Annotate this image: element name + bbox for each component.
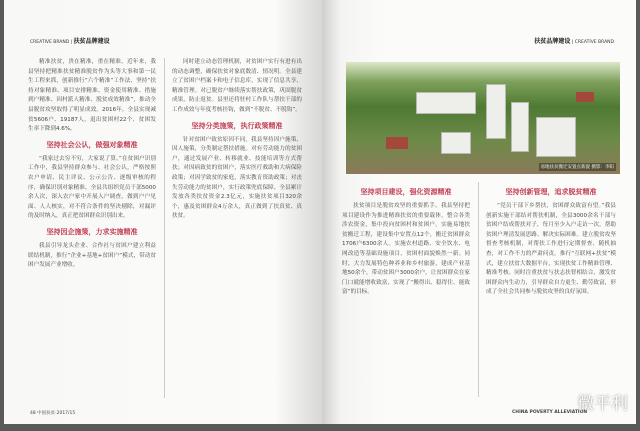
column-divider — [164, 58, 165, 398]
photo-caption: 易地扶贫搬迁安置点新貌 摄影：李阳 — [540, 165, 614, 170]
page-footer: CHINA POVERTY ALLEVIATION — [512, 410, 588, 415]
paragraph: 精准扶贫，贵在精准，重在精准。近年来，我县坚持把精准扶贫精准脱贫作为头等大事和第一民生工程来抓，创新推行“六个精准”工作法，坚持“扶持对象精准、项目安排精准、资金使用精准、措施到户精准、因村派人精准、脱贫成效精准”，推动全县脱贫攻坚取得了明显成效。2016年，全县实现减贫5606户、19187人，退出贫困村22个，贫困发生率下降到4.6%。 — [28, 59, 156, 133]
page-footer: 48 中国扶贫·2017/15 — [30, 411, 76, 416]
header-en: CREATIVE BRAND — [30, 40, 70, 45]
paragraph: 针对贫困户致贫原因不同，我县坚持因户施策、因人施策，分类制定帮扶措施。对有劳动能力的贫困户，通过发展产业、转移就业、技能培训等方式帮扶；对因病致贫的贫困户，落实医疗救助和大病保险政策；对因学致贫的家庭，落实教育资助政策；对丧失劳动能力的贫困户，实行政策兜底保障。全县累计发放各类扶贫资金2.3亿元，实施扶贫项目320余个，惠及贫困群众4万余人，真正做到了扶真贫、真扶贫。 — [172, 136, 302, 220]
column-1 — [342, 182, 470, 402]
paragraph: 同时建立动态管理机制，对贫困户实行有进有出的动态调整，确保扶贫对象底数清、情况明。全县建立了贫困户档案卡和电子信息库，实现了信息共享、精准管理。对已脱贫户继续落实帮扶政策，巩固脱贫成果，防止返贫。县里还将驻村工作队与帮扶干部的工作成效与年度考核挂钩，做到“不脱贫、不脱钩”。 — [172, 59, 302, 113]
header-separator: | — [70, 40, 73, 45]
header-cn: 扶贫品牌建设 — [73, 38, 110, 45]
watermark: 微平利 — [577, 394, 628, 414]
village-photo — [346, 62, 620, 174]
column-2 — [486, 182, 616, 392]
section-heading: 坚持创新管理，追求脱贫精准 — [505, 188, 597, 196]
header-cn: 扶贫品牌建设 — [534, 38, 571, 45]
left-page — [4, 0, 322, 424]
column-1 — [28, 58, 156, 398]
paragraph: 我县引导龙头企业、合作社与贫困户建立利益联结机制，推行“企业+基地+贫困户”模式，带动贫困户发展产业增收。 — [28, 242, 156, 269]
section-heading: 坚持分类施策，执行政策精准 — [191, 121, 283, 130]
header-separator: | — [571, 40, 574, 45]
paragraph: “我家过去穷不穷，大家说了算。”在贫困户识别工作中，我县坚持群众参与、社会公认，严格按照农户申请、民主评议、公示公告、逐级审核的程序，确保识别对象精准。全县共组织党员干部5000余人次，深入农户家中开展入户调查，做到户户见面、人人核实，对不符合条件的坚决剔除，对漏评的及时纳入，真正把贫困群众识别出来。 — [28, 155, 156, 220]
section-heading: 坚持社会公认，做强对象精准 — [46, 140, 138, 149]
column-2 — [172, 58, 302, 398]
page-header — [534, 36, 614, 45]
section-heading: 坚持项目建设，强化资源精准 — [360, 188, 452, 196]
column-divider — [478, 182, 479, 397]
paragraph: “党员干部下乡帮扶，贫困群众致富有望。”我县创新实施干部结对帮扶机制，全县3000余名干部与贫困户结成帮扶对子，每月至少入户走访一次，帮助贫困户理清发展思路、解决实际困难。建立脱贫攻坚督查考核机制，对帮扶工作进行定期督查、随机抽查，对工作不力的严肃问责。推行“互联网+扶贫”模式，建立扶贫大数据平台，实现扶贫工作精准管理、精准考核。同时注重扶贫与扶志扶智相结合，激发贫困群众内生动力，引导群众自力更生、勤劳致富，形成了全社会共同参与脱贫攻坚的良好氛围。 — [486, 203, 616, 296]
paragraph: 扶贫项目是脱贫攻坚的重要抓手。我县坚持把项目建设作为推进精准扶贫的重要载体，整合各类涉农资金，集中投向贫困村和贫困户。实施易地扶贫搬迁工程，建设集中安置点12个，搬迁贫困群众1706户6300余人。实施农村道路、安全饮水、电网改造等基础设施项目，贫困村面貌焕然一新。同时，大力发展特色种养业和乡村旅游，建成产业基地50余个，带动贫困户3000余户，让贫困群众在家门口就能增收致富，实现了“搬得出、稳得住、能致富”的目标。 — [342, 203, 470, 296]
header-en: CREATIVE BRAND — [574, 40, 614, 45]
right-page — [322, 0, 636, 424]
section-heading: 坚持因企施策，力求实施精准 — [46, 227, 138, 236]
page-header — [30, 36, 110, 45]
